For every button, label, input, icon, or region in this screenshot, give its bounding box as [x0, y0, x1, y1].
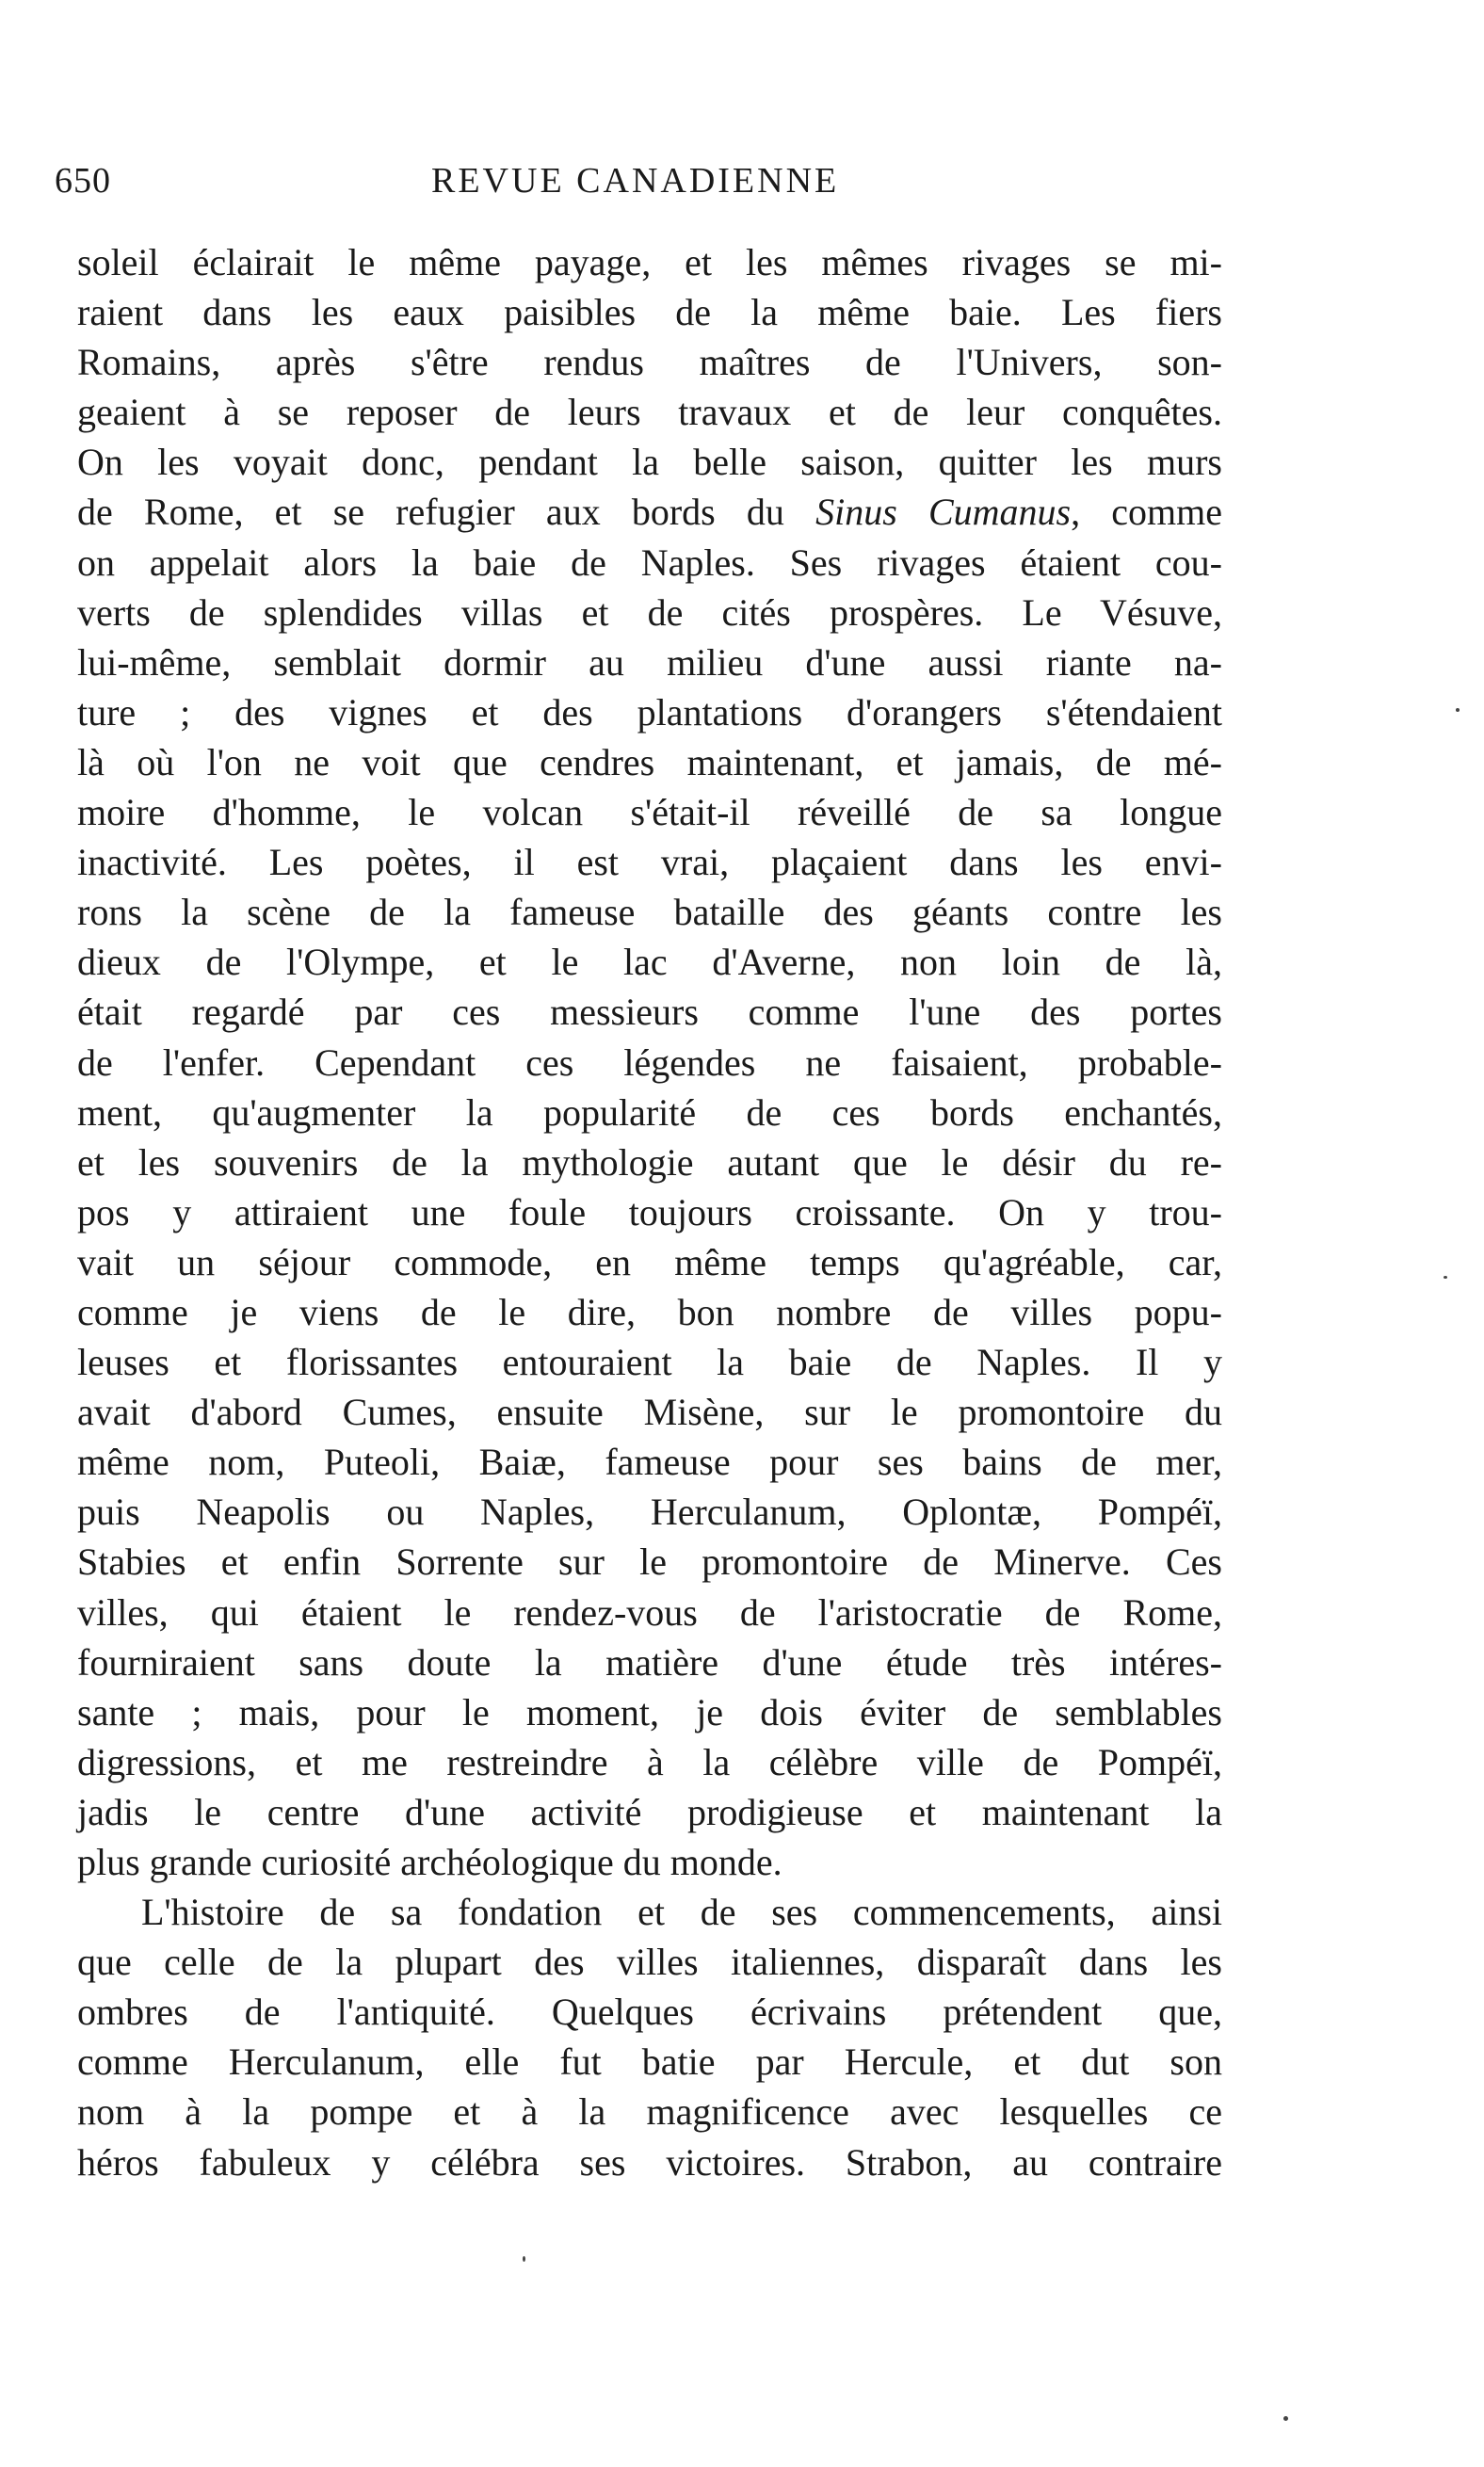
text-line: avait d'abord Cumes, ensuite Misène, sur le promontoire du: [77, 1391, 1222, 1434]
text-line: de l'enfer. Cependant ces légendes ne faisaient, probable-: [77, 1040, 1222, 1084]
text-line: jadis le centre d'une activité prodigieuse et maintenant la: [77, 1790, 1222, 1833]
text-line: pos y attiraient une foule toujours croissante. On y trou-: [77, 1190, 1222, 1234]
text-line: puis Neapolis ou Naples, Herculanum, Oplontæ, Pompéï,: [77, 1491, 1222, 1534]
text-line: Romains, après s'être rendus maîtres de l'Univers, son-: [77, 341, 1222, 384]
scan-speck: [1456, 708, 1460, 712]
page-number: 650: [55, 161, 111, 201]
text-line: nom à la pompe et à la magnificence avec lesquelles ce: [77, 2090, 1222, 2134]
text-line: inactivité. Les poètes, il est vrai, plaçaient dans les envi-: [77, 841, 1222, 884]
text-line: fourniraient sans doute la matière d'une étude très intéres-: [77, 1640, 1222, 1684]
text-line: geaient à se reposer de leurs travaux et de leur conquêtes.: [77, 391, 1222, 434]
text-line: vait un séjour commode, en même temps qu'agréable, car,: [77, 1240, 1222, 1283]
text-line: lui-même, semblait dormir au milieu d'une aussi riante na-: [77, 640, 1222, 684]
text-line: soleil éclairait le même payage, et les mêmes rivages se mi-: [77, 241, 1222, 283]
scan-speck: [1283, 2416, 1288, 2421]
text-line: L'histoire de sa fondation et de ses commencements, ainsi: [141, 1891, 1222, 1934]
text-line: On les voyait donc, pendant la belle saison, quitter les murs: [77, 441, 1222, 484]
text-line: digressions, et me restreindre à la célèbre ville de Pompéï,: [77, 1740, 1222, 1783]
text-line: plus grande curiosité archéologique du monde.: [77, 1841, 782, 1883]
text-line: ture ; des vignes et des plantations d'orangers s'étendaient: [77, 690, 1222, 734]
text-line: leuses et florissantes entouraient la baie de Naples. Il y: [77, 1341, 1222, 1384]
text-line: et les souvenirs de la mythologie autant que le désir du re-: [77, 1140, 1222, 1184]
text-line: que celle de la plupart des villes italiennes, disparaît dans les: [77, 1941, 1222, 1984]
text-line: était regardé par ces messieurs comme l'une des portes: [77, 991, 1222, 1034]
body-text: [77, 237, 1222, 2187]
text-line: même nom, Puteoli, Baiæ, fameuse pour ses bains de mer,: [77, 1441, 1222, 1484]
text-line: ment, qu'augmenter la popularité de ces bords enchantés,: [77, 1090, 1222, 1134]
text-line: moire d'homme, le volcan s'était-il réveillé de sa longue: [77, 791, 1222, 834]
text-line: rons la scène de la fameuse bataille des géants contre les: [77, 891, 1222, 934]
text-line: sante ; mais, pour le moment, je dois éviter de semblables: [77, 1690, 1222, 1733]
scan-speck: [523, 2256, 525, 2262]
journal-title: REVUE CANADIENNE: [431, 161, 840, 201]
text-line: de Rome, et se refugier aux bords du Sinus Cumanus, comme: [77, 491, 1223, 534]
text-line: villes, qui étaient le rendez-vous de l'aristocratie de Rome,: [77, 1590, 1222, 1634]
paragraph-2: [77, 1887, 1222, 2187]
text-line: ombres de l'antiquité. Quelques écrivains prétendent que,: [77, 1991, 1222, 2034]
scan-speck: [1444, 1276, 1447, 1279]
text-line: Stabies et enfin Sorrente sur le promontoire de Minerve. Ces: [77, 1540, 1222, 1584]
text-line: comme Herculanum, elle fut batie par Hercule, et dut son: [77, 2040, 1222, 2084]
text-line: héros fabuleux y célébra ses victoires. Strabon, au contraire: [77, 2140, 1222, 2184]
text-line: on appelait alors la baie de Naples. Ses rivages étaient cou-: [77, 540, 1222, 584]
text-line: dieux de l'Olympe, et le lac d'Averne, non loin de là,: [77, 941, 1222, 984]
text-line: raient dans les eaux paisibles de la même baie. Les fiers: [77, 291, 1222, 334]
running-head: [55, 160, 1222, 207]
text-line: comme je viens de le dire, bon nombre de villes popu-: [77, 1290, 1222, 1333]
text-line: verts de splendides villas et de cités prospères. Le Vésuve,: [77, 590, 1222, 634]
text-line: là où l'on ne voit que cendres maintenant, et jamais, de mé-: [77, 740, 1222, 783]
paragraph-1: [77, 237, 1222, 1887]
